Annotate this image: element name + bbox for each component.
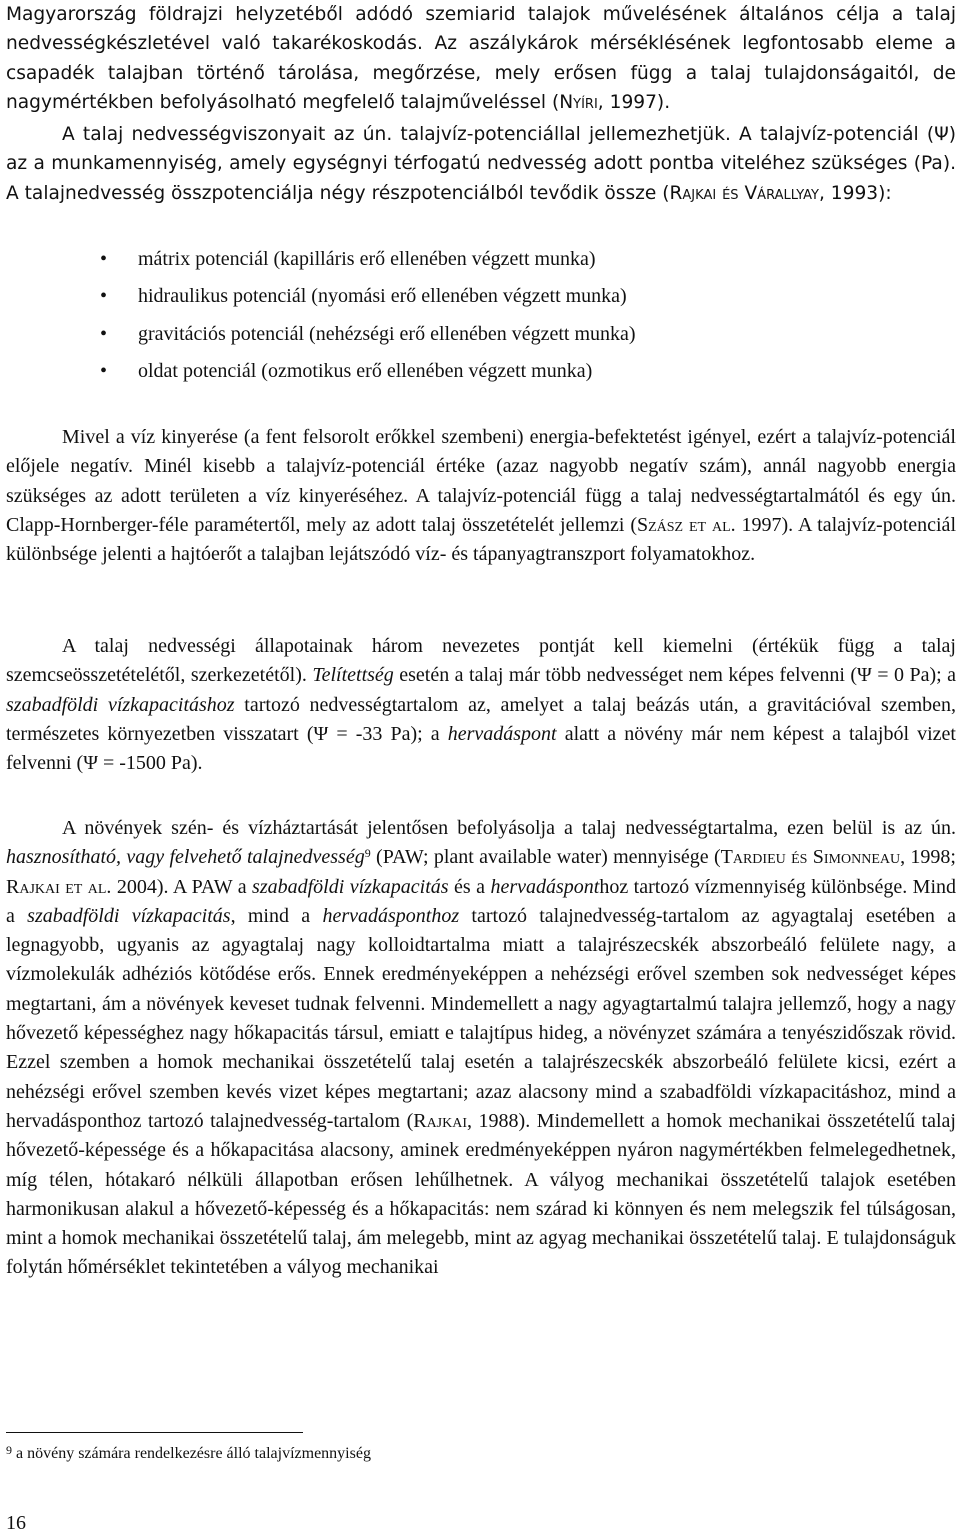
citation: Rajkai bbox=[413, 1109, 468, 1132]
bullet-icon: • bbox=[100, 359, 108, 382]
bullet-icon: • bbox=[100, 285, 108, 308]
paragraph-2: A talaj nedvességviszonyait az ún. talajvíz-potenciállal jellemezhetjük. A talajvíz-potenciál (Ψ) az a munkamennyiség, amely egységnyi térfogatú nedvesség adott pontba viteléhez szükséges (Pa). A talajnedvesség összpotenciálja négy részpotenciálból tevődik össze (Rajkai és Várallyay, 1993): bbox=[6, 124, 956, 204]
bullet-icon: • bbox=[100, 322, 108, 345]
footnote-number: 9 bbox=[6, 1443, 12, 1457]
list-item: • hidraulikus potenciál (nyomási erő ellenében végzett munka) bbox=[6, 278, 956, 315]
footnote-text: a növény számára rendelkezésre álló talajvízmennyiség bbox=[12, 1445, 371, 1462]
citation: Szász et al. bbox=[636, 513, 736, 536]
paragraph-3: Mivel a víz kinyerése (a fent felsorolt erőkkel szembeni) energia-befektetést igényel, ezért a talajvíz-potenciál előjele negatív. Minél kisebb a talajvíz-potenciál értéke (azaz nagyobb negatív szám), annál nagyobb energia szükséges az adott területen a víz kinyeréséhez. A talajvíz-potenciál függ a talaj nedvességtartalmától és egy ún. Clapp-Hornberger-féle paramétertől, mely az adott talaj összetételét jellemzi (Szász et al. 1997). A talajvíz-potenciál különbsége jelenti a hajtóerőt a talajban lejátszódó víz- és tápanyagtranszport folyamatokhoz. bbox=[6, 426, 956, 566]
list-item: • mátrix potenciál (kapilláris erő ellenében végzett munka) bbox=[6, 241, 956, 278]
footnote bbox=[6, 1444, 371, 1464]
citation: Nyíri bbox=[559, 91, 598, 113]
page-number: 16 bbox=[6, 1512, 26, 1534]
list-item: • gravitációs potenciál (nehézségi erő ellenében végzett munka) bbox=[6, 316, 956, 353]
paragraph-4: A talaj nedvességi állapotainak három nevezetes pontját kell kiemelni (értékük függ a talaj szemcseösszetételétől, szerkezetétől). Telítettség esetén a talaj már több nedvességet nem képes felvenni (Ψ = 0 Pa); a szabadföldi vízkapacitáshoz tartozó nedvességtartalom az, amelyet a talaj beázás után, a gravitációval szemben, természetes környezetben visszatart (Ψ = -33 Pa); a hervadáspont alatt a növény már nem képest a talajból vizet felvenni (Ψ = -1500 Pa). bbox=[6, 635, 957, 775]
citation: Rajkai et al. bbox=[6, 875, 112, 898]
potential-list bbox=[6, 241, 956, 390]
paragraph-5: A növények szén- és vízháztartását jelentősen befolyásolja a talaj nedvességtartalma, ezen belül is az ún. hasznosítható, vagy felvehető talajnedvesség$^9$ (PAW; plant available water) mennyisége (Tardieu és Simonneau, 1998; Rajkai et al. 2004). A PAW a szabadföldi vízkapacitás és a hervadásponthoz tartozó vízmennyiség különbsége. Mind a szabadföldi vízkapacitás, mind a hervadásponthoz tartozó talajnedvesség-tartalom az agyagtalaj esetében a legnagyobb, ugyanis az agyagtalaj nagy kolloidtartalma miatt a talajrészecskék abszorbeáló felülete nagy, a vízmolekulák adhéziós kötődése erős. Ennek eredményeképpen a nehézségi erővel szemben sok nedvességet képes megtartani, ám a növények keveset tudnak felvenni. Mindemellett a nagy agyagtartalmú talajra jellemző, hogy a nagy hővezető képességhez nagy hőkapacitás társul, emiatt e talajtípus hideg, a növényzet számára a tenyészidőszak rövid. Ezzel szemben a homok mechanikai összetételű talaj esetén a talajrészecskék abszorbeáló felülete kicsi, ezért a nehézségi erővel szemben kevés vizet képes megtartani; azaz alacsony mind a szabadföldi vízkapacitáshoz, mind a hervadásponthoz tartozó talajnedvesség-tartalom (Rajkai, 1988). Mindemellett a homok mechanikai összetételű talaj hővezető-képessége és a hőkapacitása alacsony, aminek eredményeképpen nyáron nagymértékben felmelegedhetnek, míg télen, hótakaró nélküli állapotban erősen lehűlhetnek. A vályog mechanikai összetételű talajok esetében harmonikusan alakul a hővezető-képesség és a hőkapacitás: nem szárad ki könnyen és nem melegszik fel túlságosan, mint a homok mechanikai összetételű talaj, ám melegebb, mint az agyag mechanikai összetételű talaj. E tulajdonságuk folytán hőmérséklet tekintetében a vályog mechanikai bbox=[6, 817, 956, 1279]
footnote-ref: 9 bbox=[364, 846, 371, 861]
footnote-divider bbox=[6, 1432, 303, 1433]
paragraph-1: Magyarország földrajzi helyzetéből adódó szemiarid talajok művelésének általános célja a talaj nedvességkészletével való takarékoskodás. Az aszálykárok mérséklésének legfontosabb eleme a csapadék talajban történő tárolása, megőrzése, mely erősen függ a talaj tulajdonságaitól, de nagymértékben befolyásolható megfelelő talajműveléssel (Nyíri, 1997). bbox=[6, 4, 956, 113]
citation: Rajkai és Várallyay bbox=[669, 182, 819, 204]
citation: Tardieu és Simonneau bbox=[720, 846, 901, 869]
list-item: • oldat potenciál (ozmotikus erő ellenében végzett munka) bbox=[6, 353, 956, 390]
bullet-icon: • bbox=[100, 248, 108, 270]
